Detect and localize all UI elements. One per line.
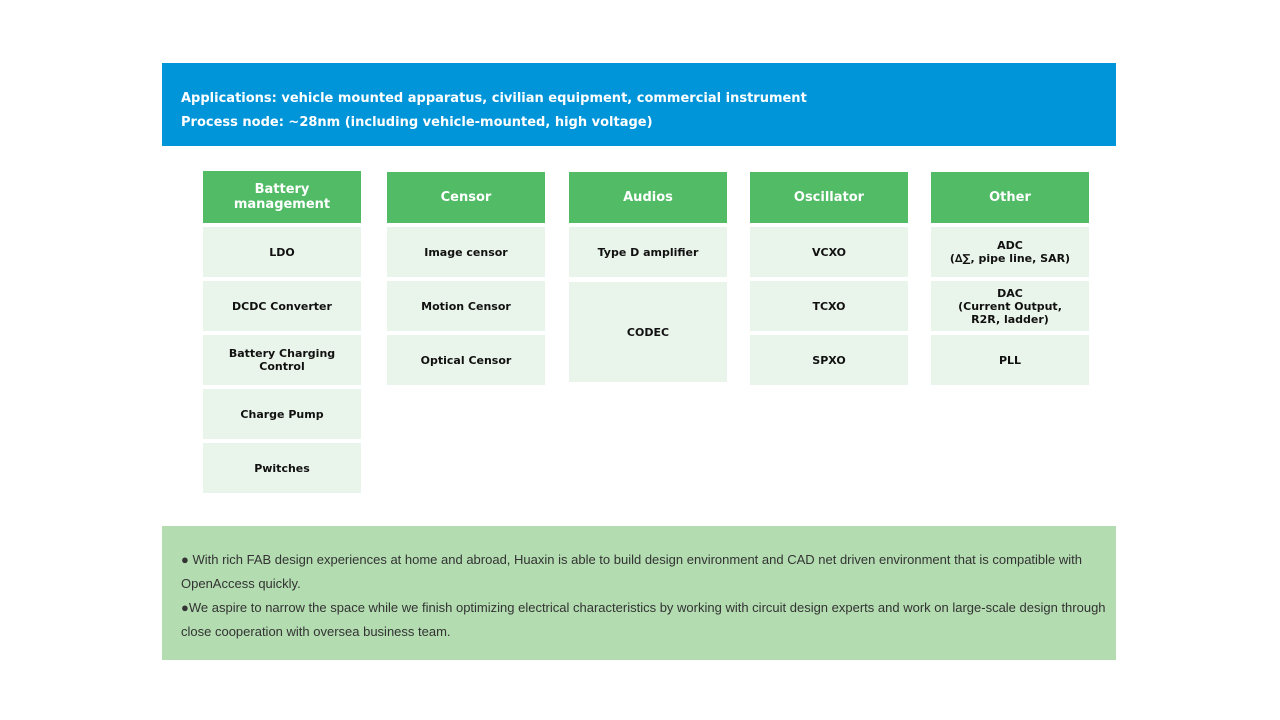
process-node-text: Process node: ~28nm (including vehicle-mounted, high voltage) bbox=[181, 115, 653, 130]
category-item: Optical Censor bbox=[387, 335, 545, 385]
category-header: Other bbox=[931, 172, 1089, 223]
category-header: Audios bbox=[569, 172, 727, 223]
category-item: PLL bbox=[931, 335, 1089, 385]
applications-banner bbox=[162, 63, 1116, 146]
note-paragraph: ● With rich FAB design experiences at home and abroad, Huaxin is able to build design environment and CAD net driven environment that is compatible with OpenAccess quickly. bbox=[181, 552, 1083, 591]
category-item: SPXO bbox=[750, 335, 908, 385]
category-item: VCXO bbox=[750, 227, 908, 277]
category-header: Oscillator bbox=[750, 172, 908, 223]
category-header: Censor bbox=[387, 172, 545, 223]
category-item: Motion Censor bbox=[387, 281, 545, 331]
category-header: Battery management bbox=[203, 171, 361, 223]
capabilities-note bbox=[162, 526, 1116, 660]
category-item: Pwitches bbox=[203, 443, 361, 493]
category-item: CODEC bbox=[569, 282, 727, 382]
category-item: Image censor bbox=[387, 227, 545, 277]
category-item: DAC (Current Output, R2R, ladder) bbox=[931, 281, 1089, 331]
category-item: Charge Pump bbox=[203, 389, 361, 439]
applications-text: Applications: vehicle mounted apparatus, civilian equipment, commercial instrument bbox=[181, 91, 807, 106]
category-item: ADC (∆∑, pipe line, SAR) bbox=[931, 227, 1089, 277]
category-item: Battery Charging Control bbox=[203, 335, 361, 385]
category-item: Type D amplifier bbox=[569, 227, 727, 277]
note-paragraph: ●We aspire to narrow the space while we finish optimizing electrical characteristics by working with circuit design experts and work on large-scale design through close cooperation with oversea business team. bbox=[181, 600, 1106, 639]
category-item: TCXO bbox=[750, 281, 908, 331]
category-item: LDO bbox=[203, 227, 361, 277]
category-item: DCDC Converter bbox=[203, 281, 361, 331]
